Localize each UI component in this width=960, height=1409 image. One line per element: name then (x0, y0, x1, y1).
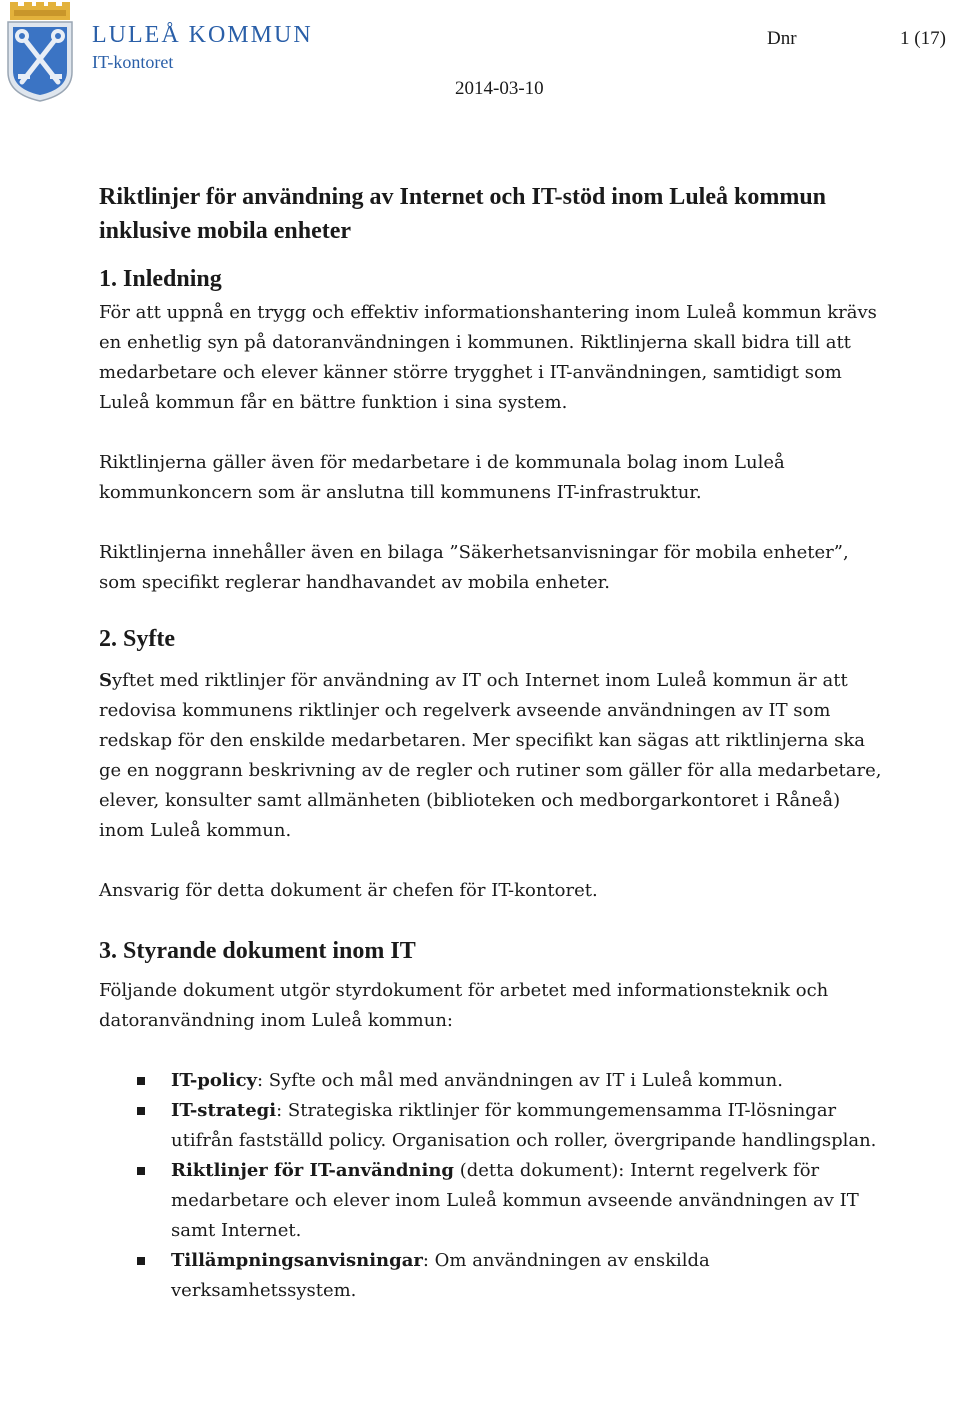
section-2-paragraph-2: Ansvarig för detta dokument är chefen för IT-kontoret. (99, 880, 598, 901)
organization-name: LULEÅ KOMMUN (92, 22, 313, 48)
square-bullet-icon (137, 1257, 145, 1265)
document-body (99, 180, 889, 1306)
list-item-term: Tillämpningsanvisningar (171, 1250, 423, 1271)
section-2-paragraph-1 (99, 666, 889, 846)
dnr-label: Dnr (767, 28, 797, 49)
list-item-text: (detta dokument): Internt regelverk för medarbetare och elever inom Luleå kommun avseende användningen av IT samt Internet. (171, 1160, 859, 1241)
square-bullet-icon (137, 1077, 145, 1085)
list-item (99, 1096, 889, 1156)
section-3-heading: 3. Styrande dokument inom IT (99, 938, 416, 964)
list-item-term: IT-strategi (171, 1100, 277, 1121)
list-item (99, 1066, 889, 1096)
department-name: IT-kontoret (92, 52, 174, 72)
section-1-paragraph-1: För att uppnå en trygg och effektiv informationshantering inom Luleå kommun krävs en enhetlig syn på datoranvändningen i kommunen. Riktlinjerna skall bidra till att medarbetare och elever känner större trygghet i IT-användningen, samtidigt som Luleå kommun får en bättre funktion i sina system. (99, 302, 877, 413)
section-3-intro: Följande dokument utgör styrdokument för arbetet med informationsteknik och datoranvändning inom Luleå kommun: (99, 980, 829, 1031)
section-1-paragraph-2: Riktlinjerna gäller även för medarbetare i de kommunala bolag inom Luleå kommunkoncern som är anslutna till kommunens IT-infrastruktur. (99, 452, 785, 503)
section-1-paragraph-3: Riktlinjerna innehåller även en bilaga ”Säkerhetsanvisningar för mobila enheter”, som specifikt reglerar handhavandet av mobila enheter. (99, 542, 849, 593)
paragraph-text: yftet med riktlinjer för användning av IT och Internet inom Luleå kommun är att redovisa kommunens riktlinjer och regelverk avseende användningen av IT som redskap för den enskilde medarbetaren. Mer specifikt kan sägas att riktlinjerna ska ge en noggrann beskrivning av de regler och rutiner som gäller för alla medarbetare, elever, konsulter samt allmänheten (biblioteken och medborgarkontoret i Råneå) inom Luleå kommun. (99, 670, 882, 841)
square-bullet-icon (137, 1107, 145, 1115)
page-number: 1 (17) (900, 28, 946, 49)
section-2-heading: 2. Syfte (99, 626, 175, 652)
paragraph-first-letter: S (99, 670, 112, 691)
section-1-heading: 1. Inledning (99, 266, 222, 292)
governing-documents-list (99, 1066, 889, 1306)
list-item (99, 1246, 889, 1306)
list-item-text: : Syfte och mål med användningen av IT i Luleå kommun. (257, 1070, 783, 1091)
list-item-term: Riktlinjer för IT-användning (171, 1160, 455, 1181)
document-title: Riktlinjer för användning av Internet och IT-stöd inom Luleå kommun inklusive mobila enheter (99, 184, 827, 244)
square-bullet-icon (137, 1167, 145, 1175)
list-item-text: : Strategiska riktlinjer för kommungemensamma IT-lösningar utifrån fastställd policy. Organisation och roller, övergripande handlingsplan. (171, 1100, 877, 1151)
crossed-keys-crest-icon (4, 2, 76, 102)
list-item (99, 1156, 889, 1246)
document-date: 2014-03-10 (455, 78, 544, 99)
list-item-text: : Om användningen av enskilda verksamhetssystem. (171, 1250, 710, 1301)
list-item-term: IT-policy (171, 1070, 257, 1091)
